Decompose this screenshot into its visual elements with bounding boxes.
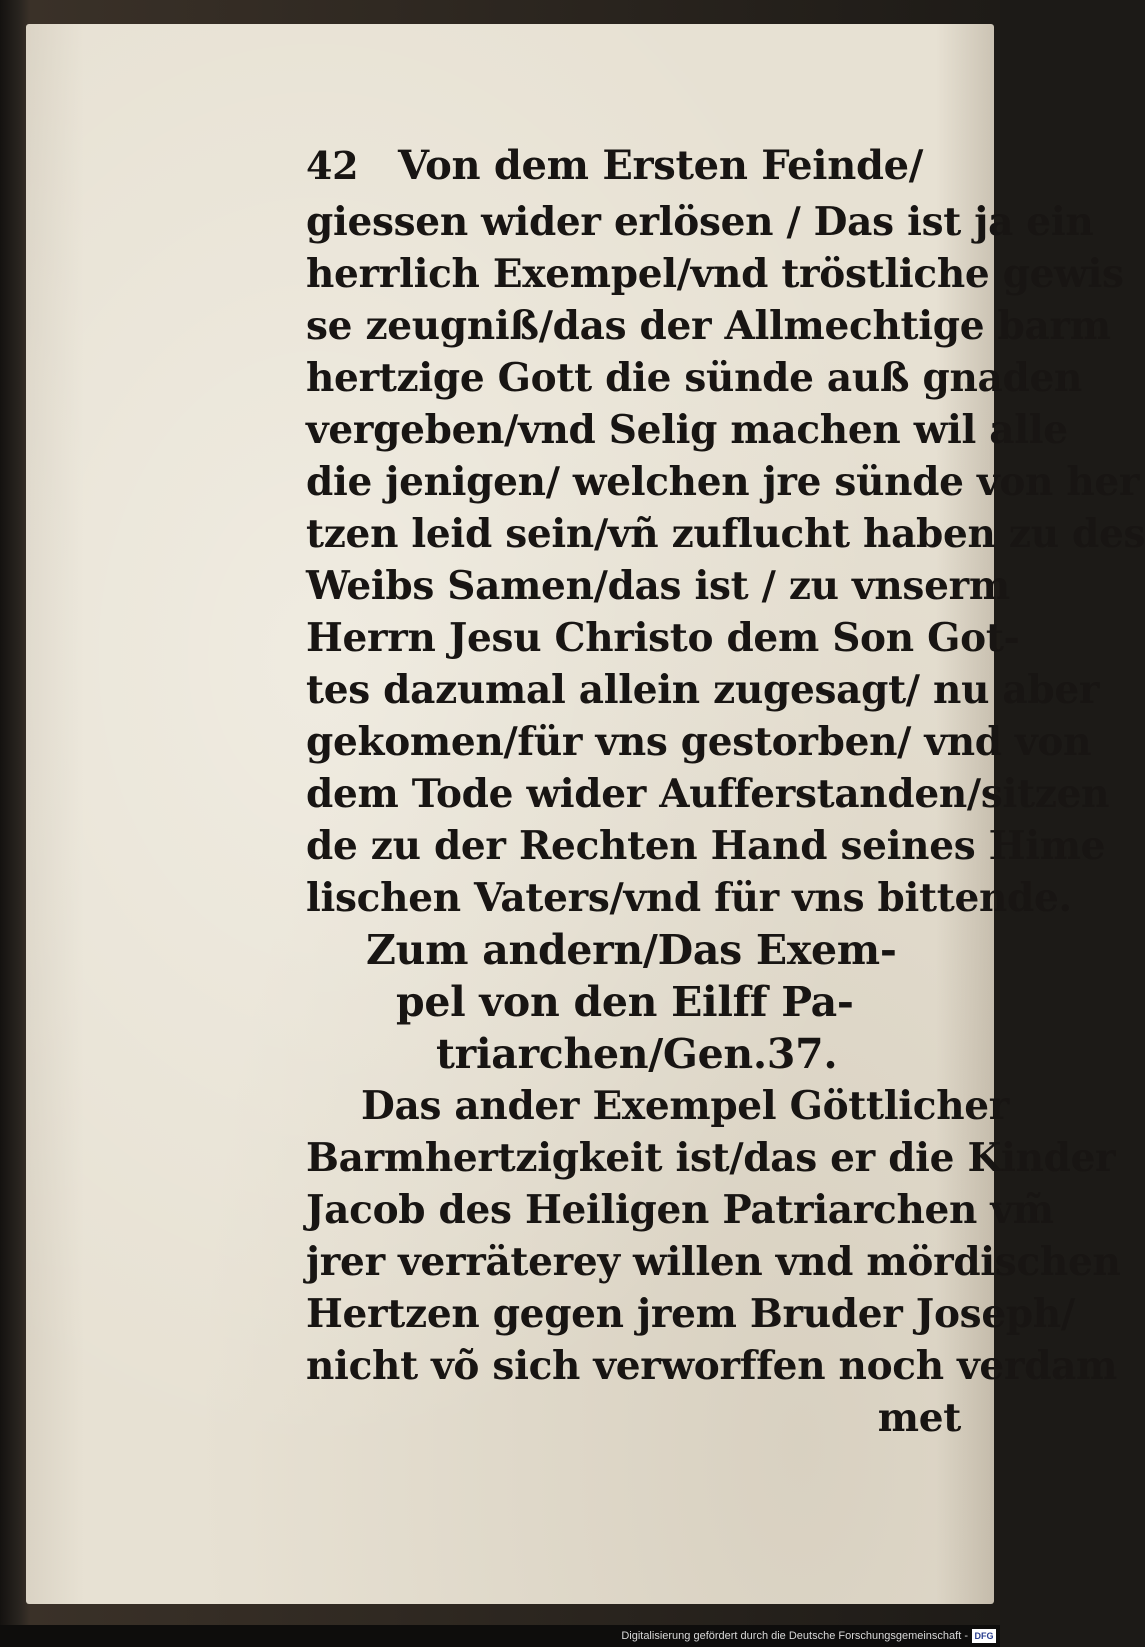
text-line: lischen Vaters/vnd für vns bittende. <box>306 875 1072 921</box>
dfg-logo: DFG <box>972 1629 996 1643</box>
text-line: die jenigen/ welchen jre sünde von her <box>306 459 1140 505</box>
text-line: Barmhertzigkeit ist/das er die Kinder <box>306 1135 1116 1181</box>
text-line: tzen leid sein/vñ zuflucht haben zu des <box>306 511 1145 557</box>
page-text <box>306 142 1145 1444</box>
text-line: jrer verräterey willen vnd mördischen <box>306 1239 1121 1285</box>
text-line: Das ander Exempel Göttlicher <box>361 1083 1010 1129</box>
text-line: Jacob des Heiligen Patriarchen vm̃ <box>306 1187 1054 1233</box>
text-line: dem Tode wider Aufferstanden/sitzen <box>306 771 1110 817</box>
book-page <box>26 24 1145 1604</box>
running-title: Von dem Ersten Feinde/ <box>398 142 924 189</box>
text-line: de zu der Rechten Hand seines Hime <box>306 823 1106 869</box>
text-line: giessen wider erlösen / Das ist ja ein <box>306 199 1094 245</box>
text-line: tes dazumal allein zugesagt/ nu aber <box>306 667 1100 713</box>
section-heading-line: Zum andern/Das Exem- <box>366 926 897 974</box>
funding-notice: Digitalisierung gefördert durch die Deutsche Forschungsgemeinschaft - <box>621 1630 968 1642</box>
text-line: gekomen/für vns gestorben/ vnd von <box>306 719 1092 765</box>
page-number: 42 <box>306 143 359 188</box>
text-line: nicht võ sich verworffen noch verdam <box>306 1343 1118 1389</box>
text-line: Weibs Samen/das ist / zu vnserm <box>306 563 1010 609</box>
text-line: vergeben/vnd Selig machen wil alle <box>306 407 1068 453</box>
text-line: se zeugniß/das der Allmechtige barm <box>306 303 1111 349</box>
text-line: herrlich Exempel/vnd tröstliche gewis <box>306 251 1124 297</box>
text-line: Herrn Jesu Christo dem Son Got- <box>306 615 1020 661</box>
text-line: Hertzen gegen jrem Bruder Joseph/ <box>306 1291 1075 1337</box>
section-heading-line: triarchen/Gen.37. <box>436 1030 838 1078</box>
page-header <box>306 142 976 196</box>
footer-bar <box>0 1625 1000 1647</box>
section-heading-line: pel von den Eilff Pa- <box>396 978 854 1026</box>
text-line: hertzige Gott die sünde auß gnaden <box>306 355 1083 401</box>
catchword: met <box>877 1395 961 1441</box>
